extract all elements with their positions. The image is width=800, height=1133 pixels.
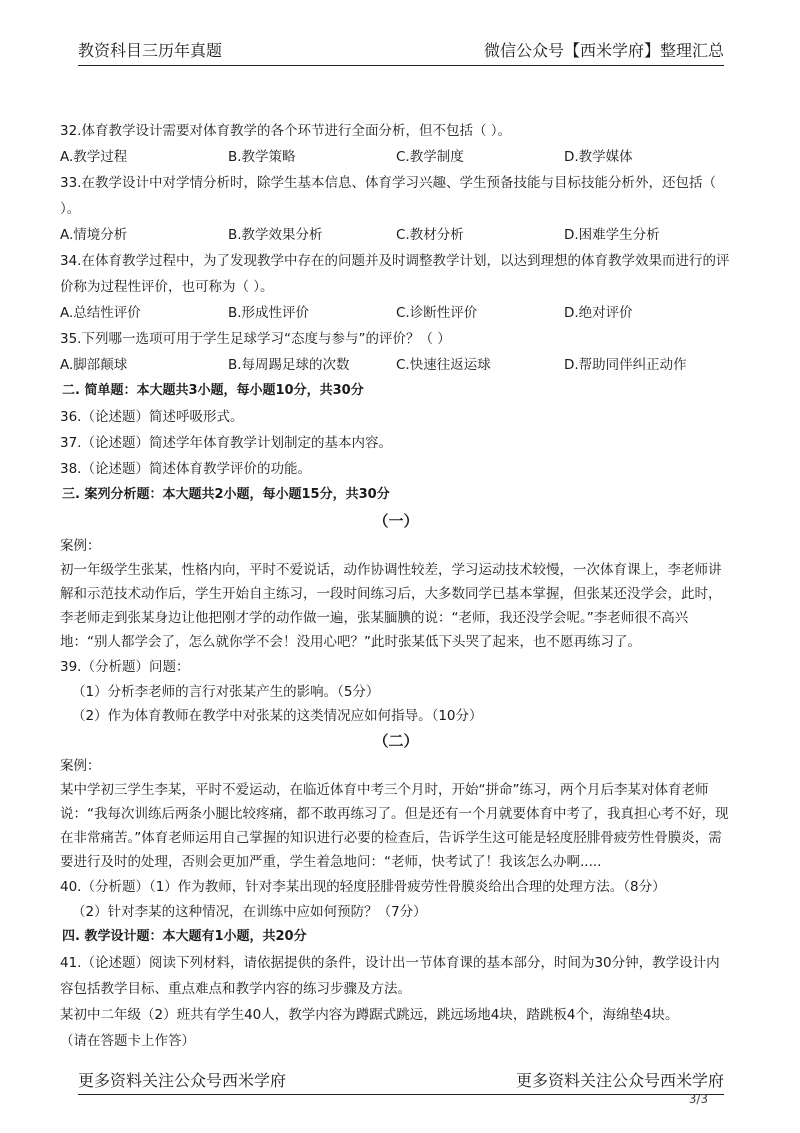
case-label: 案例： <box>60 538 101 554</box>
page-number: 3/3 <box>688 1092 708 1106</box>
answer-note: （请在答题卡上作答） <box>60 1033 195 1049</box>
options-row <box>60 300 732 326</box>
option: A.脚部颠球 <box>60 357 128 373</box>
option: D.困难学生分析 <box>564 227 660 243</box>
section-title: 三. 案列分析题：本大题共2小题，每小题15分，共30分 <box>62 487 390 502</box>
case-label: 案例： <box>60 758 101 774</box>
footer-left: 更多资料关注公众号西米学府 <box>78 1071 287 1090</box>
analysis-question: 40.（分析题）（1）作为教师，针对李某出现的轻度胫腓骨疲劳性骨膜炎给出合理的处理方法。（8分） <box>60 879 666 895</box>
option: D.绝对评价 <box>564 305 633 321</box>
options-row <box>60 352 732 378</box>
page-footer <box>78 1068 724 1095</box>
header-left: 教资科目三历年真题 <box>78 41 223 60</box>
option: A.总结性评价 <box>60 305 141 321</box>
essay-question: 38.（论述题）简述体育教学评价的功能。 <box>60 461 311 477</box>
header-right: 微信公众号【西米学府】整理汇总 <box>483 41 724 60</box>
question-stem: 33.在教学设计中对学情分析时，除学生基本信息、体育学习兴趣、学生预备技能与目标技能分析外，还包括（ ）。 <box>60 175 716 217</box>
options-row <box>60 144 732 170</box>
question-stem: 35.下列哪一选项可用于学生足球学习“态度与参与”的评价？（ ） <box>60 331 451 347</box>
option: B.形成性评价 <box>228 305 310 321</box>
case-text: 某中学初三学生李某，平时不爱运动，在临近体育中考三个月时，开始“拼命”练习，两个月后李某对体育老师说：“我每次训练后两条小腿比较疼痛，都不敢再练习了。但是还有一个月就要体育中考了，我真担心考不好，现在非常痛苦。”体育老师运用自己掌握的知识进行必要的检查后，告诉学生这可能是轻度胫腓骨疲劳性骨膜炎，需要进行及时的处理，否则会更加严重，学生着急地问：“老师，快考试了！我该怎么办啊..... <box>60 782 729 870</box>
essay-question: 37.（论述题）简述学年体育教学计划制定的基本内容。 <box>60 435 392 451</box>
option: C.快速往返运球 <box>396 357 491 373</box>
case-marker: （二） <box>373 732 419 750</box>
section-title: 四. 教学设计题：本大题有1小题，共20分 <box>62 929 307 944</box>
option: D.教学媒体 <box>564 149 633 165</box>
design-question: 41.（论述题）阅读下列材料，请依据提供的条件，设计出一节体育课的基本部分，时间为30分钟，教学设计内容包括教学目标、重点难点和教学内容的练习步骤及方法。 <box>60 955 720 997</box>
sub-question: （2）作为体育教师在教学中对张某的这类情况应如何指导。（10分） <box>72 708 483 724</box>
option: B.教学效果分析 <box>228 227 323 243</box>
option: B.每周踢足球的次数 <box>228 357 350 373</box>
essay-question: 36.（论述题）简述呼吸形式。 <box>60 409 244 425</box>
option: D.帮助同伴纠正动作 <box>564 357 687 373</box>
option: C.诊断性评价 <box>396 305 478 321</box>
question-stem: 32.体育教学设计需要对体育教学的各个环节进行全面分析，但不包括（ ）。 <box>60 123 512 139</box>
option: A.教学过程 <box>60 149 128 165</box>
option: A.情境分析 <box>60 227 128 243</box>
options-row <box>60 222 732 248</box>
exam-content <box>60 118 732 1054</box>
section-title: 二. 简单题：本大题共3小题，每小题10分，共30分 <box>62 383 364 398</box>
sub-question: （1）分析李老师的言行对张某产生的影响。（5分） <box>72 684 380 700</box>
case-text: 初一年级学生张某，性格内向，平时不爱说话，动作协调性较差，学习运动技术较慢，一次体育课上，李老师讲解和示范技术动作后，学生开始自主练习，一段时间练习后，大多数同学已基本掌握，但张某还没学会，此时，李老师走到张某身边让他把刚才学的动作做一遍，张某腼腆的说：“老师，我还没学会呢。”李老师很不高兴地：“别人都学会了，怎么就你学不会！没用心吧？”此时张某低下头哭了起来，也不愿再练习了。 <box>60 562 722 650</box>
page-header <box>78 38 724 66</box>
analysis-question: 39.（分析题）问题： <box>60 659 190 675</box>
option: C.教材分析 <box>396 227 464 243</box>
option: B.教学策略 <box>228 149 296 165</box>
question-stem: 34.在体育教学过程中，为了发现教学中存在的问题并及时调整教学计划，以达到理想的体育教学效果而进行的评价称为过程性评价，也可称为（ ）。 <box>60 253 730 295</box>
option: C.教学制度 <box>396 149 464 165</box>
sub-question: （2）针对李某的这种情况，在训练中应如何预防？（7分） <box>72 904 427 920</box>
case-marker: （一） <box>373 512 419 530</box>
design-material: 某初中二年级（2）班共有学生40人，教学内容为蹲踞式跳远，跳远场地4块，踏跳板4个，海绵垫4块。 <box>60 1007 679 1023</box>
footer-right: 更多资料关注公众号西米学府 <box>515 1071 724 1090</box>
